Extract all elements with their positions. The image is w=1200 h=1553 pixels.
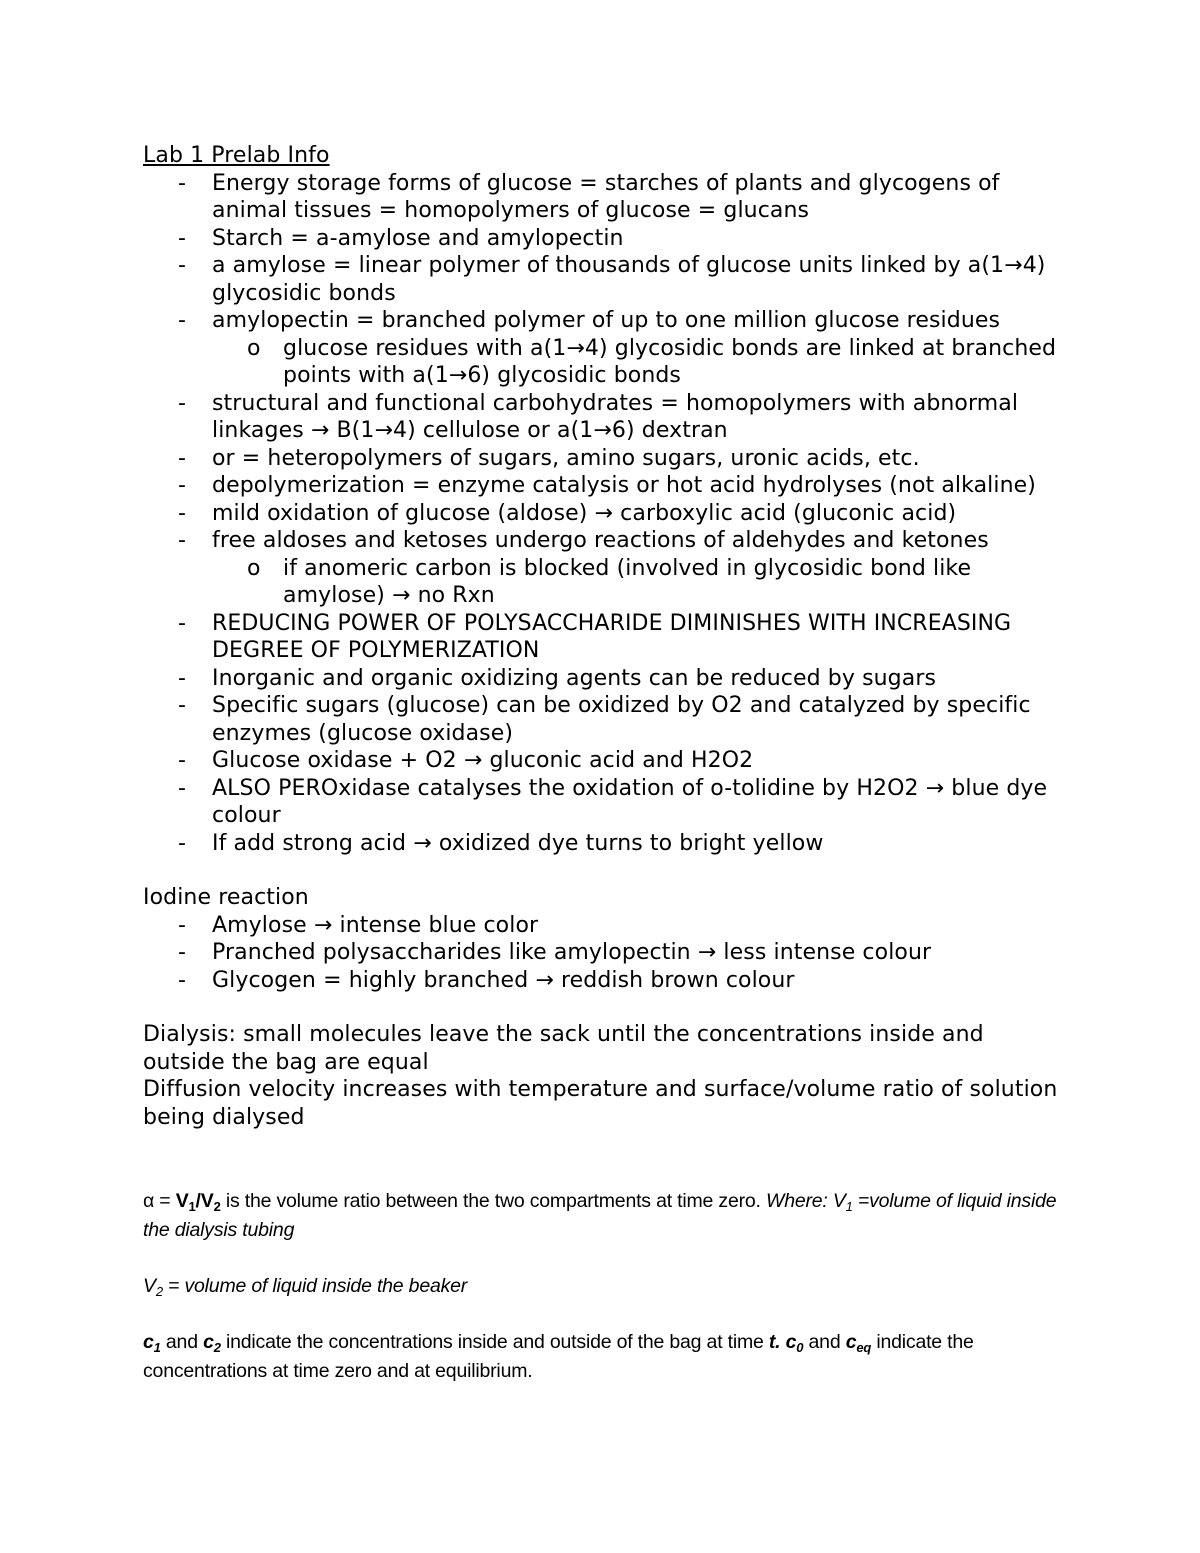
bullet-dash: -: [178, 500, 187, 526]
list-item: [143, 830, 1063, 858]
bullet-dash: -: [178, 390, 187, 416]
iodine-list-item: [143, 912, 1063, 940]
dialysis-paragraph: Dialysis: small molecules leave the sack until the concentrations inside and outside the bag are equal: [143, 1022, 984, 1075]
sub-bullet-list: [212, 335, 1063, 390]
list-item: [143, 252, 1063, 307]
iodine-heading: Iodine reaction: [143, 885, 309, 910]
bullet-text: Starch = a-amylose and amylopectin: [212, 225, 624, 251]
alpha-definition: $\alpha = V_1/V_2$ is the volume ratio between the two compartments at time zero. Where: $V_1$ =volume of liquid inside the dialysis tubing: [143, 1190, 1057, 1241]
bullet-text: amylopectin = branched polymer of up to one million glucose residues: [212, 308, 1001, 333]
bullet-dash: -: [178, 528, 187, 553]
bullet-text: Inorganic and organic oxidizing agents can be reduced by sugars: [212, 665, 937, 691]
list-item: [143, 527, 1063, 610]
bullet-dash: -: [178, 830, 187, 856]
prelab-bullet-list: [143, 170, 1063, 858]
iodine-bullet-list: [143, 912, 1063, 995]
list-item: [143, 390, 1063, 445]
bullet-dash: -: [178, 693, 187, 718]
bullet-dash: -: [178, 170, 187, 196]
bullet-text: depolymerization = enzyme catalysis or hot acid hydrolyses (not alkaline): [212, 473, 1036, 498]
bullet-dash: -: [178, 610, 187, 636]
bullet-text: REDUCING POWER OF POLYSACCHARIDE DIMINISHES WITH INCREASING DEGREE OF POLYMERIZATION: [212, 610, 1012, 663]
bullet-circle: o: [247, 555, 261, 581]
iodine-list-item: [143, 967, 1063, 995]
bullet-dash: -: [178, 473, 187, 498]
bullet-dash: -: [178, 940, 187, 965]
sub-bullet-text: if anomeric carbon is blocked (involved in glycosidic bond like amylose) → no Rxn: [283, 555, 972, 608]
bullet-dash: -: [178, 225, 187, 251]
bullet-text: mild oxidation of glucose (aldose) → carboxylic acid (gluconic acid): [212, 500, 957, 526]
bullet-text: ALSO PEROxidase catalyses the oxidation of o-tolidine by H2O2 → blue dye colour: [212, 775, 1048, 828]
bullet-dash: -: [178, 308, 187, 333]
sub-list-item: [212, 555, 1063, 610]
list-item: [143, 500, 1063, 528]
bullet-dash: -: [178, 967, 187, 993]
bullet-text: Amylose → intense blue color: [212, 912, 539, 938]
bullet-dash: -: [178, 748, 187, 773]
concentration-definition: $c_1$ and $c_2$ indicate the concentrations inside and outside of the bag at time t. $c_0$ and $c_{eq}$ indicate the concentrations at time zero and at equilibrium.: [143, 1331, 974, 1382]
list-item: [143, 665, 1063, 693]
bullet-dash: -: [178, 253, 187, 278]
list-item: [143, 170, 1063, 225]
bullet-dash: -: [178, 445, 187, 471]
list-item: [143, 747, 1063, 775]
bullet-text: structural and functional carbohydrates = homopolymers with abnormal linkages → B(1→4) cellulose or a(1→6) dextran: [212, 390, 1019, 443]
sub-list-item: [212, 335, 1063, 390]
iodine-list-item: [143, 939, 1063, 967]
list-item: [143, 692, 1063, 747]
bullet-text: Glycogen = highly branched → reddish brown colour: [212, 967, 795, 993]
bullet-text: Glucose oxidase + O2 → gluconic acid and H2O2: [212, 748, 754, 773]
bullet-text: Specific sugars (glucose) can be oxidized by O2 and catalyzed by specific enzymes (glucose oxidase): [212, 693, 1031, 746]
bullet-dash: -: [178, 912, 187, 938]
document-body: [143, 142, 1063, 1131]
bullet-text: free aldoses and ketoses undergo reactions of aldehydes and ketones: [212, 528, 989, 553]
list-item: [143, 610, 1063, 665]
bullet-text: a amylose = linear polymer of thousands of glucose units linked by a(1→4) glycosidic bonds: [212, 253, 1046, 306]
list-item: [143, 472, 1063, 500]
bullet-text: Energy storage forms of glucose = starches of plants and glycogens of animal tissues = homopolymers of glucose = glucans: [212, 170, 1000, 223]
sub-bullet-text: glucose residues with a(1→4) glycosidic bonds are linked at branched points with a(1→6) glycosidic bonds: [283, 335, 1057, 388]
list-item: [143, 307, 1063, 390]
bullet-dash: -: [178, 665, 187, 691]
formula-notes: [143, 1187, 1063, 1386]
v2-definition: $V_2$ = volume of liquid inside the beaker: [143, 1275, 468, 1299]
bullet-text: If add strong acid → oxidized dye turns to bright yellow: [212, 830, 824, 856]
list-item: [143, 225, 1063, 253]
bullet-circle: o: [247, 335, 261, 361]
diffusion-paragraph: Diffusion velocity increases with temperature and surface/volume ratio of solution being dialysed: [143, 1077, 1058, 1130]
list-item: [143, 775, 1063, 830]
sub-bullet-list: [212, 555, 1063, 610]
bullet-dash: -: [178, 775, 187, 801]
list-item: [143, 445, 1063, 473]
bullet-text: or = heteropolymers of sugars, amino sugars, uronic acids, etc.: [212, 445, 920, 471]
document-title: Lab 1 Prelab Info: [143, 143, 330, 168]
bullet-text: Pranched polysaccharides like amylopectin → less intense colour: [212, 940, 932, 965]
